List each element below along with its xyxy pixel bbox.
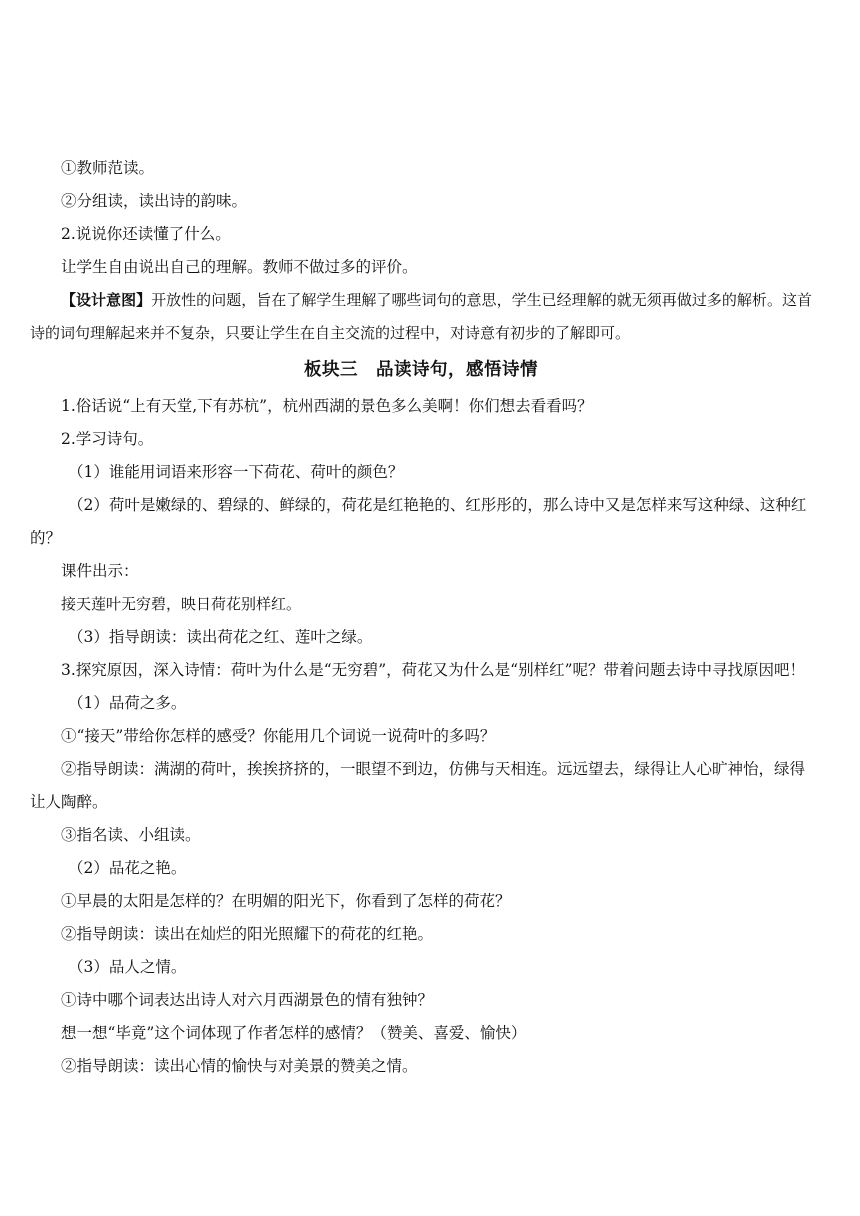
body-line-13: （2）品花之艳。 [68, 859, 187, 877]
body-line-12: ③指名读、小组读。 [61, 826, 201, 844]
step-teacher-reading: ①教师范读。 [61, 159, 155, 177]
body-line-5: 课件出示： [61, 562, 139, 580]
design-intent-paragraph [30, 284, 812, 350]
step-talk-understanding: 2.说说你还读懂了什么。 [61, 225, 231, 243]
poem-quote: 接天莲叶无穷碧，映日荷花别样红。 [61, 595, 302, 613]
body-line-14: ①早晨的太阳是怎样的？在明媚的阳光下，你看到了怎样的荷花？ [61, 892, 511, 910]
body-line-17: ①诗中哪个词表达出诗人对六月西湖景色的情有独钟？ [61, 991, 434, 1009]
lesson-plan-body [30, 152, 812, 1083]
body-line-4: （2）荷叶是嫩绿的、碧绿的、鲜绿的，荷花是红艳艳的、红彤彤的，那么诗中又是怎样来写这种绿、这种红的？ [30, 496, 807, 547]
design-intent-text: 开放性的问题，旨在了解学生理解了哪些词句的意思，学生已经理解的就无须再做过多的解析。这首诗的词句理解起来并不复杂，只要让学生在自主交流的过程中，对诗意有初步的了解即可。 [30, 291, 812, 342]
step-free-expression: 让学生自由说出自己的理解。教师不做过多的评价。 [61, 258, 418, 276]
design-intent-tag: 【设计意图】 [61, 291, 152, 309]
body-line-16: （3）品人之情。 [68, 958, 187, 976]
body-line-15: ②指导朗读：读出在灿烂的阳光照耀下的荷花的红艳。 [61, 925, 434, 943]
body-line-7: （3）指导朗读：读出荷花之红、莲叶之绿。 [68, 628, 373, 646]
section-title: 板块三 品读诗句，感悟诗情 [304, 360, 538, 380]
body-line-8: 3.探究原因，深入诗情：荷叶为什么是“无穷碧”，荷花又为什么是“别样红”呢？带着问题去诗中寻找原因吧！ [61, 661, 805, 679]
body-line-3: （1）谁能用词语来形容一下荷花、荷叶的颜色？ [68, 463, 404, 481]
body-line-9: （1）品荷之多。 [68, 694, 187, 712]
body-line-18: 想一想“毕竟”这个词体现了作者怎样的感情？（赞美、喜爱、愉快） [61, 1024, 527, 1042]
body-line-19: ②指导朗读：读出心情的愉快与对美景的赞美之情。 [61, 1057, 418, 1075]
body-line-10: ①“接天”带给你怎样的感受？你能用几个词说一说荷叶的多吗？ [61, 727, 496, 745]
body-line-11: ②指导朗读：满湖的荷叶，挨挨挤挤的，一眼望不到边，仿佛与天相连。远远望去，绿得让人心旷神怡，绿得让人陶醉。 [30, 760, 806, 811]
body-line-2: 2.学习诗句。 [61, 430, 154, 448]
step-group-reading: ②分组读，读出诗的韵味。 [61, 192, 248, 210]
body-line-1: 1.俗话说“上有天堂,下有苏杭”，杭州西湖的景色多么美啊！你们想去看看吗？ [61, 397, 593, 415]
